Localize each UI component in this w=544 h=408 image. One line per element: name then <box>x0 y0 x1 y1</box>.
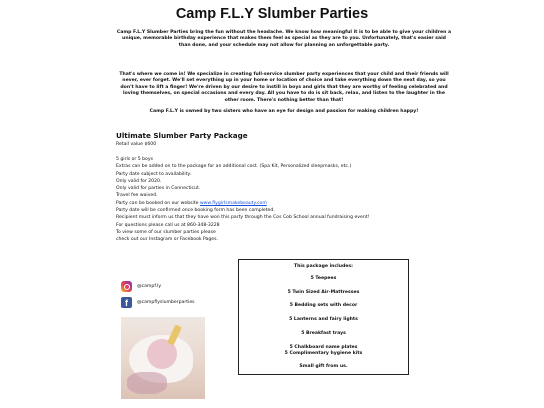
includes-item: 5 Twin Sized Air-Mattresses <box>287 289 360 295</box>
includes-spacer <box>239 323 408 331</box>
website-prefix: Party can be booked on our website <box>116 200 200 206</box>
package-title: Ultimate Slumber Party Package <box>116 131 248 140</box>
includes-heading: This package includes: <box>294 264 353 269</box>
page-title: Camp F.L.Y Slumber Parties <box>175 6 369 22</box>
includes-item: 5 Bedding sets with decor <box>289 303 358 309</box>
owners-paragraph: Camp F.L.Y is owned by two sisters who have an eye for design and passion for making children happy! <box>149 109 419 114</box>
includes-item: 5 Lanterns and fairy lights <box>289 317 358 323</box>
detail-item: To view some of our slumber parties please <box>116 229 216 235</box>
includes-spacer <box>239 282 408 290</box>
detail-item: For questions please call us at 860-348-3228 <box>116 222 220 228</box>
detail-item: Recipient must inform us that they have won this party through the Cos Cob School annual fundraising event! <box>116 215 370 221</box>
includes-item: 5 Chalkboard name plates <box>289 344 358 350</box>
website-link[interactable]: www.flygirlsmakebeauty.com <box>199 200 267 206</box>
detail-item: Only valid for 2020. <box>116 178 162 184</box>
detail-item: Only valid for parties in Connecticut. <box>116 186 201 192</box>
package-details <box>116 156 416 244</box>
facebook-handle[interactable]: @campflyslumberparties <box>137 300 195 305</box>
detail-item: Party date subject to availability. <box>116 171 192 177</box>
includes-item: 5 Teepees <box>310 276 337 281</box>
detail-item: check out our Instagram or Facebook Pages. <box>116 237 218 243</box>
package-includes-box <box>238 259 409 375</box>
detail-item: Extras can be added on to the package for an additional cost. (Spa Kit, Personalized sleepmasks, etc.) <box>116 164 352 170</box>
includes-item: 5 Complimentary hygiene kits <box>284 350 363 356</box>
includes-spacer <box>239 337 408 345</box>
instagram-handle-row[interactable] <box>121 281 161 292</box>
intro-paragraph: Camp F.L.Y Slumber Parties bring the fun without the headache. We know how meaningful it is to be able to give your children a unique, memorable birthday experience that makes them feel as special as they are to you. Unfortunately, that's easier said than done, and your schedule may not allow for planning an unforgettable party. <box>116 30 452 48</box>
instagram-handle[interactable]: @campf.ly <box>137 284 162 289</box>
photo-shape <box>127 372 167 394</box>
instagram-icon <box>121 281 132 292</box>
unicorn-photo <box>121 317 205 399</box>
includes-spacer <box>239 310 408 318</box>
detail-item: 5 girls or 5 boys <box>116 157 153 162</box>
facebook-icon: f <box>121 297 132 308</box>
includes-item: Small gift from us. <box>299 364 348 370</box>
detail-item: Travel fee waived. <box>116 193 158 199</box>
about-paragraph: That's where we come in! We specialize in creating full-service slumber party experiences that your child and their friends will never, ever forget. We'll set everything up in your home or location of choice and take everything down the next day, so you don't have to lift a finger! We're driven by our desire to instill in boys and girls that they are worthy of feeling celebrated and loving themselves, on special occasions and every day. All you have to do is sit back, relax, and listen to the laughter in the other room. There's nothing better than that! <box>119 72 449 103</box>
website-line <box>116 200 416 207</box>
detail-item: Party date will be confirmed once booking form has been completed. <box>116 208 275 214</box>
facebook-handle-row[interactable] <box>121 297 195 308</box>
includes-item: 5 Breakfast trays <box>301 330 346 336</box>
includes-list <box>239 276 408 371</box>
retail-value: Retail value $600 <box>116 142 157 147</box>
